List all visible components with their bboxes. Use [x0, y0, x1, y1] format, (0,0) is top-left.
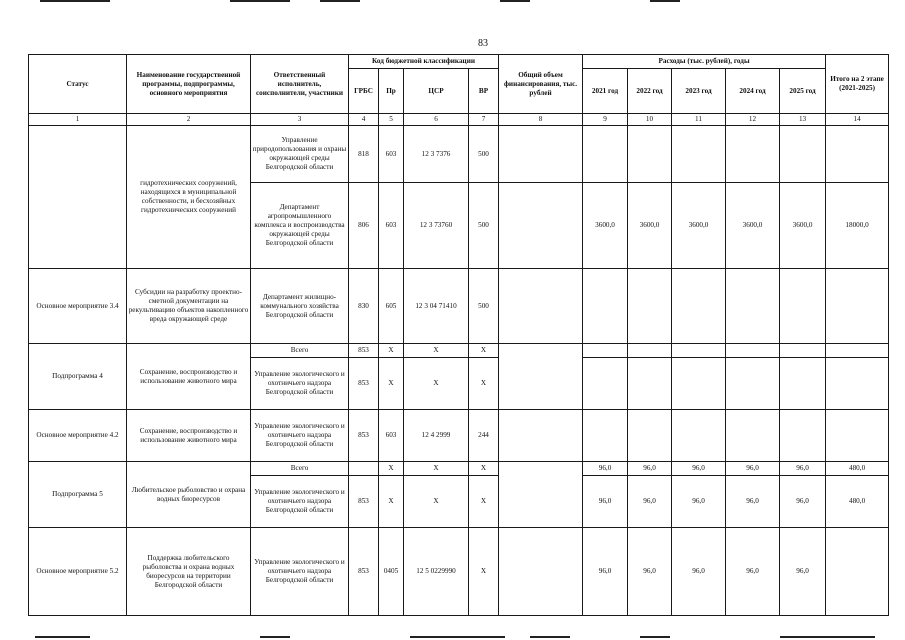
executor-cell: Всего	[251, 344, 349, 358]
table-row	[29, 344, 889, 358]
value-cell	[726, 358, 780, 410]
value-cell	[628, 358, 672, 410]
top-edge-mark	[500, 0, 530, 2]
total-volume-cell	[499, 462, 583, 528]
value-total: 480,0	[826, 462, 889, 476]
value-cell	[826, 269, 889, 344]
col-index: 1	[29, 114, 127, 126]
budget-table	[28, 54, 889, 616]
csr-cell: 12 5 0229990	[404, 528, 469, 616]
value-cell	[583, 410, 628, 462]
value-cell	[726, 126, 780, 183]
value-cell	[672, 269, 726, 344]
program-name-cell: Любительское рыболовство и охрана водных биоресурсов	[127, 462, 251, 528]
csr-cell: 12 3 7376	[404, 126, 469, 183]
total-volume-cell	[499, 126, 583, 183]
value-2022: 96,0	[628, 462, 672, 476]
col-index: 8	[499, 114, 583, 126]
header-row-1	[29, 55, 889, 69]
csr-cell: 12 3 73760	[404, 183, 469, 269]
col-index: 5	[379, 114, 404, 126]
value-cell	[726, 269, 780, 344]
value-cell	[583, 269, 628, 344]
vr-cell: 500	[469, 183, 499, 269]
top-edge-mark	[40, 0, 110, 2]
top-edge-mark	[230, 0, 290, 2]
grbs-cell: 830	[349, 269, 379, 344]
grbs-cell: 853	[349, 410, 379, 462]
value-total	[826, 528, 889, 616]
value-cell	[826, 410, 889, 462]
status-cell: Основное мероприятие 4.2	[29, 410, 127, 462]
program-name-cell: Поддержка любительского рыболовства и охрана водных биоресурсов на территории Белгородской области	[127, 528, 251, 616]
csr-cell: X	[404, 462, 469, 476]
executor-cell: Управление экологического и охотничьего надзора Белгородской области	[251, 528, 349, 616]
csr-cell: X	[404, 476, 469, 528]
value-2024: 3600,0	[726, 183, 780, 269]
grbs-cell: 818	[349, 126, 379, 183]
value-2023: 96,0	[672, 462, 726, 476]
pr-cell: X	[379, 344, 404, 358]
col-index: 11	[672, 114, 726, 126]
col-index: 4	[349, 114, 379, 126]
value-2025: 96,0	[780, 476, 826, 528]
pr-cell: 605	[379, 269, 404, 344]
col-index: 7	[469, 114, 499, 126]
pr-cell: X	[379, 462, 404, 476]
value-2025: 96,0	[780, 528, 826, 616]
value-cell	[780, 126, 826, 183]
value-cell	[672, 344, 726, 358]
value-2025: 3600,0	[780, 183, 826, 269]
header-grbs: ГРБС	[349, 69, 379, 114]
col-index: 10	[628, 114, 672, 126]
value-2024: 96,0	[726, 462, 780, 476]
grbs-cell: 806	[349, 183, 379, 269]
bottom-edge-mark	[530, 636, 570, 638]
vr-cell: 244	[469, 410, 499, 462]
value-2023: 96,0	[672, 528, 726, 616]
pr-cell: X	[379, 358, 404, 410]
table-row	[29, 269, 889, 344]
value-cell	[780, 269, 826, 344]
vr-cell: 500	[469, 126, 499, 183]
col-index: 9	[583, 114, 628, 126]
top-edge-mark	[650, 0, 680, 2]
col-index: 13	[780, 114, 826, 126]
status-cell: Подпрограмма 4	[29, 344, 127, 410]
value-cell	[672, 410, 726, 462]
value-cell	[583, 358, 628, 410]
value-cell	[628, 344, 672, 358]
value-cell	[780, 410, 826, 462]
status-cell: Основное мероприятие 5.2	[29, 528, 127, 616]
value-cell	[672, 358, 726, 410]
total-volume-cell	[499, 344, 583, 410]
vr-cell: X	[469, 344, 499, 358]
value-cell	[628, 410, 672, 462]
page-number: 83	[478, 38, 488, 49]
col-index: 6	[404, 114, 469, 126]
table-row	[29, 462, 889, 476]
column-index-row	[29, 114, 889, 126]
header-executor: Ответственный исполнитель, соисполнители, участники	[251, 55, 349, 114]
executor-cell: Управление экологического и охотничьего надзора Белгородской области	[251, 476, 349, 528]
vr-cell: X	[469, 462, 499, 476]
value-cell	[672, 126, 726, 183]
executor-cell: Управление экологического и охотничьего надзора Белгородской области	[251, 410, 349, 462]
status-cell	[29, 126, 127, 269]
grbs-cell: 853	[349, 528, 379, 616]
csr-cell: X	[404, 344, 469, 358]
bottom-edge-mark	[410, 636, 505, 638]
value-cell	[726, 344, 780, 358]
bottom-edge-mark	[260, 636, 290, 638]
value-2024: 96,0	[726, 528, 780, 616]
value-cell	[826, 126, 889, 183]
value-2021: 96,0	[583, 462, 628, 476]
value-2022: 3600,0	[628, 183, 672, 269]
bottom-edge-mark	[35, 636, 90, 638]
program-name-cell: Сохранение, воспроизводство и использование животного мира	[127, 344, 251, 410]
header-2025: 2025 год	[780, 69, 826, 114]
value-2022: 96,0	[628, 528, 672, 616]
value-cell	[628, 126, 672, 183]
value-total: 480,0	[826, 476, 889, 528]
pr-cell: 603	[379, 126, 404, 183]
csr-cell: 12 3 04 71410	[404, 269, 469, 344]
status-cell: Основное мероприятие 3.4	[29, 269, 127, 344]
header-2024: 2024 год	[726, 69, 780, 114]
value-cell	[780, 358, 826, 410]
total-volume-cell	[499, 183, 583, 269]
total-volume-cell	[499, 410, 583, 462]
value-2023: 96,0	[672, 476, 726, 528]
value-cell	[826, 344, 889, 358]
executor-cell: Департамент жилищно-коммунального хозяйства Белгородской области	[251, 269, 349, 344]
status-cell: Подпрограмма 5	[29, 462, 127, 528]
col-index: 14	[826, 114, 889, 126]
vr-cell: X	[469, 528, 499, 616]
pr-cell: 0405	[379, 528, 404, 616]
header-total-volume: Общий объем финансирования, тыс. рублей	[499, 55, 583, 114]
grbs-cell: 853	[349, 476, 379, 528]
value-2021: 3600,0	[583, 183, 628, 269]
value-cell	[780, 344, 826, 358]
executor-cell: Управление экологического и охотничьего надзора Белгородской области	[251, 358, 349, 410]
col-index: 12	[726, 114, 780, 126]
value-2021: 96,0	[583, 528, 628, 616]
total-volume-cell	[499, 528, 583, 616]
value-2025: 96,0	[780, 462, 826, 476]
value-cell	[826, 358, 889, 410]
pr-cell: X	[379, 476, 404, 528]
program-name-cell: Субсидии на разработку проектно-сметной документации на рекультивацию объектов накопленного вреда окружающей среде	[127, 269, 251, 344]
value-cell	[583, 344, 628, 358]
program-name-cell: гидротехнических сооружений, находящихся в муниципальной собственности, и бесхозяйных гидротехнических сооружений	[127, 126, 251, 269]
value-cell	[726, 410, 780, 462]
grbs-cell: 853	[349, 358, 379, 410]
header-vr: ВР	[469, 69, 499, 114]
executor-cell: Всего	[251, 462, 349, 476]
value-cell	[628, 269, 672, 344]
header-status: Статус	[29, 55, 127, 114]
grbs-cell: 853	[349, 344, 379, 358]
pr-cell: 603	[379, 183, 404, 269]
top-edge-mark	[320, 0, 360, 2]
pr-cell: 603	[379, 410, 404, 462]
value-2021: 96,0	[583, 476, 628, 528]
value-2022: 96,0	[628, 476, 672, 528]
value-2024: 96,0	[726, 476, 780, 528]
bottom-edge-mark	[640, 636, 670, 638]
grbs-cell	[349, 462, 379, 476]
bottom-edge-mark	[780, 636, 875, 638]
program-name-cell: Сохранение, воспроизводство и использование животного мира	[127, 410, 251, 462]
header-stage-total: Итого на 2 этапе (2021-2025)	[826, 55, 889, 114]
header-pr: Пр	[379, 69, 404, 114]
value-total: 18000,0	[826, 183, 889, 269]
table-row	[29, 528, 889, 616]
value-cell	[583, 126, 628, 183]
value-2023: 3600,0	[672, 183, 726, 269]
vr-cell: 500	[469, 269, 499, 344]
col-index: 3	[251, 114, 349, 126]
vr-cell: X	[469, 358, 499, 410]
header-budget-code: Код бюджетной классификации	[349, 55, 499, 69]
header-program-name: Наименование государственной программы, подпрограммы, основного мероприятия	[127, 55, 251, 114]
total-volume-cell	[499, 269, 583, 344]
header-2022: 2022 год	[628, 69, 672, 114]
header-2023: 2023 год	[672, 69, 726, 114]
col-index: 2	[127, 114, 251, 126]
executor-cell: Управление природопользования и охраны окружающей среды Белгородской области	[251, 126, 349, 183]
csr-cell: X	[404, 358, 469, 410]
table-row	[29, 126, 889, 183]
executor-cell: Департамент агропромышленного комплекса и воспроизводства окружающей среды Белгородской области	[251, 183, 349, 269]
vr-cell: X	[469, 476, 499, 528]
table-row	[29, 410, 889, 462]
header-csr: ЦСР	[404, 69, 469, 114]
csr-cell: 12 4 2999	[404, 410, 469, 462]
header-expenses: Расходы (тыс. рублей), годы	[583, 55, 826, 69]
header-2021: 2021 год	[583, 69, 628, 114]
